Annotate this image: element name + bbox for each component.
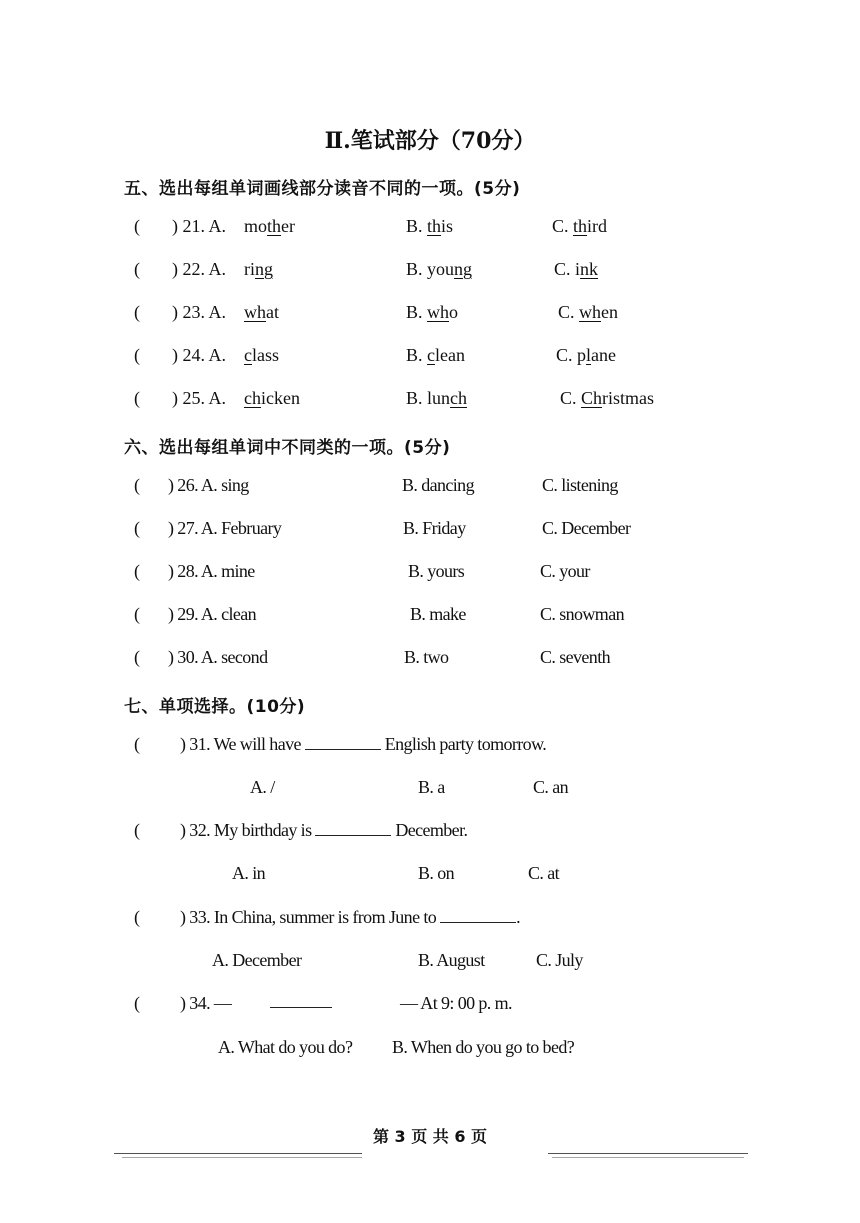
section-heading: 六、选出每组单词中不同类的一项。(5分) — [124, 438, 451, 458]
answer-paren[interactable]: ( — [134, 259, 140, 279]
answer-paren[interactable]: ( — [134, 518, 140, 538]
question-row — [0, 388, 860, 414]
question-number: ) 30. A. second — [168, 647, 268, 667]
option-c: C. an — [533, 777, 568, 797]
option-b: B. two — [404, 647, 449, 667]
question-row — [0, 345, 860, 371]
question-number: ) 28. A. mine — [168, 561, 255, 581]
question-row — [0, 561, 860, 587]
option-a: A. December — [212, 950, 302, 970]
answer-blank[interactable] — [440, 908, 516, 923]
answer-blank[interactable] — [270, 993, 332, 1008]
page-number: 第 3 页 共 6 页 — [372, 1127, 488, 1146]
options-row — [0, 863, 860, 889]
option-c: C. when — [558, 302, 619, 322]
option-b: B. who — [406, 302, 459, 322]
option-c: C. snowman — [540, 604, 625, 624]
question-row — [0, 604, 860, 630]
question-row — [0, 518, 860, 544]
options-row — [0, 950, 860, 976]
option-b: B. on — [418, 863, 455, 883]
option-b: B. lunch — [406, 388, 468, 408]
option-c: C. July — [536, 950, 583, 970]
answer-blank[interactable] — [315, 821, 391, 836]
question-stem: ) 34. — — [180, 993, 232, 1013]
option-a: mother — [244, 216, 296, 236]
question-number: ) 27. A. February — [168, 518, 282, 538]
option-a: A. in — [232, 863, 266, 883]
option-b: B. this — [406, 216, 454, 236]
section-heading: 五、选出每组单词画线部分读音不同的一项。(5分) — [124, 179, 521, 199]
footer-rule-right — [548, 1153, 748, 1154]
answer-paren[interactable]: ( — [134, 820, 140, 840]
option-c: C. listening — [542, 475, 618, 495]
question-row — [0, 907, 860, 933]
option-a: A. What do you do? — [218, 1037, 353, 1057]
question-stem: ) 32. My birthday is December. — [180, 820, 468, 840]
answer-paren[interactable]: ( — [134, 734, 140, 754]
question-reply: — At 9: 00 p. m. — [400, 993, 512, 1013]
answer-blank[interactable] — [305, 735, 381, 750]
option-b: B. yours — [408, 561, 465, 581]
option-b: B. a — [418, 777, 445, 797]
footer-rule-right-inner — [552, 1157, 744, 1158]
question-row — [0, 993, 860, 1019]
answer-paren[interactable]: ( — [134, 302, 140, 322]
question-row — [0, 259, 860, 285]
option-c: C. plane — [556, 345, 617, 365]
question-row — [0, 820, 860, 846]
question-number: ) 23. A. — [172, 302, 226, 322]
option-a: chicken — [244, 388, 300, 408]
option-a: class — [244, 345, 279, 365]
option-b: B. When do you go to bed? — [392, 1037, 575, 1057]
option-a: what — [244, 302, 279, 322]
answer-paren[interactable]: ( — [134, 561, 140, 581]
footer-rule-left-inner — [122, 1157, 362, 1158]
question-number: ) 26. A. sing — [168, 475, 249, 495]
option-a: A. / — [250, 777, 275, 797]
options-row — [0, 777, 860, 803]
question-number: ) 29. A. clean — [168, 604, 257, 624]
answer-paren[interactable]: ( — [134, 993, 140, 1013]
section-heading: 七、单项选择。(10分) — [124, 697, 306, 717]
answer-paren[interactable]: ( — [134, 907, 140, 927]
option-c: C. ink — [554, 259, 599, 279]
option-c: C. Christmas — [560, 388, 655, 408]
option-c: C. seventh — [540, 647, 610, 667]
question-stem: ) 31. We will have English party tomorrow. — [180, 734, 547, 754]
answer-paren[interactable]: ( — [134, 345, 140, 365]
option-c: C. third — [552, 216, 608, 236]
answer-paren[interactable]: ( — [134, 604, 140, 624]
option-b: B. make — [410, 604, 466, 624]
answer-paren[interactable]: ( — [134, 216, 140, 236]
question-stem: ) 33. In China, summer is from June to . — [180, 907, 520, 927]
answer-paren[interactable]: ( — [134, 647, 140, 667]
question-row — [0, 302, 860, 328]
options-row — [0, 1037, 860, 1063]
option-b: B. August — [418, 950, 485, 970]
answer-paren[interactable]: ( — [134, 475, 140, 495]
page-title: Ⅱ.笔试部分（70分） — [324, 128, 536, 154]
option-b: B. clean — [406, 345, 465, 365]
question-number: ) 22. A. — [172, 259, 226, 279]
question-row — [0, 734, 860, 760]
question-row — [0, 216, 860, 242]
question-row — [0, 475, 860, 501]
option-a: ring — [244, 259, 273, 279]
question-row — [0, 647, 860, 673]
option-b: B. young — [406, 259, 473, 279]
option-b: B. Friday — [403, 518, 466, 538]
footer-rule-left — [114, 1153, 362, 1154]
option-c: C. at — [528, 863, 559, 883]
question-number: ) 24. A. — [172, 345, 226, 365]
option-c: C. December — [542, 518, 631, 538]
answer-paren[interactable]: ( — [134, 388, 140, 408]
question-number: ) 21. A. — [172, 216, 226, 236]
option-b: B. dancing — [402, 475, 474, 495]
question-number: ) 25. A. — [172, 388, 226, 408]
option-c: C. your — [540, 561, 590, 581]
